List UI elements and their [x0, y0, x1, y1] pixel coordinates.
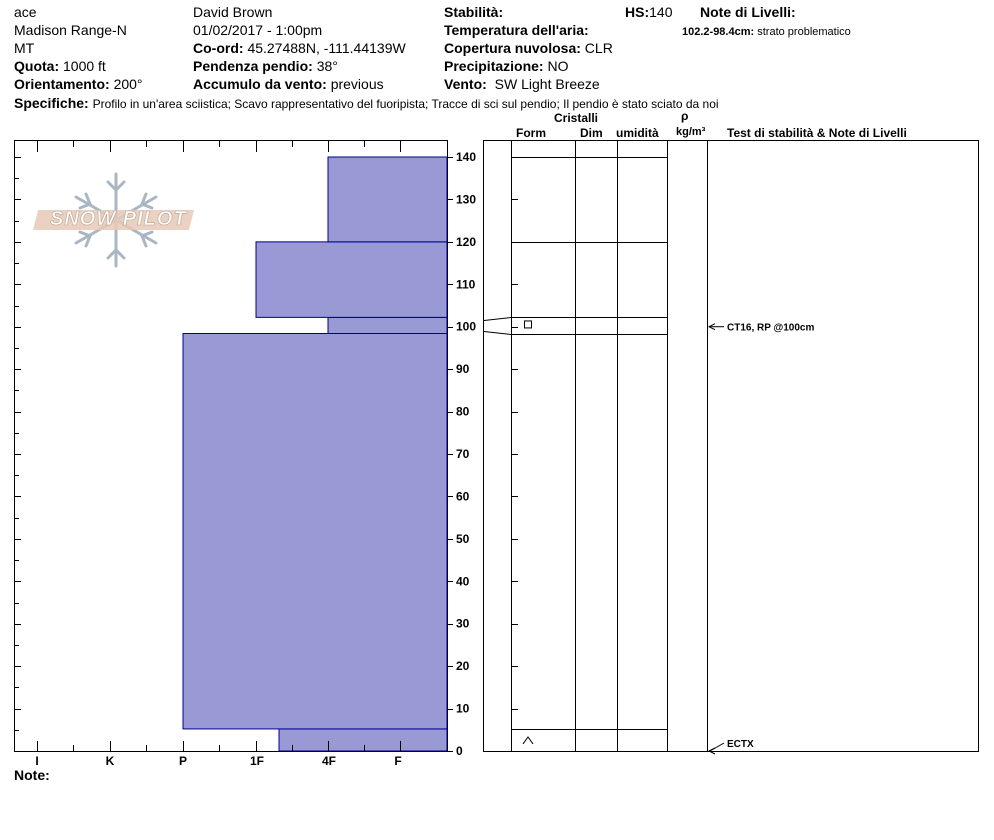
specifics-text: Profilo in un'area sciistica; Scavo rappresentativo del fuoripista; Tracce di sci sul pendio; Il pendio è stato sciato da noi	[92, 97, 719, 111]
weak-layer-connector-bottom	[484, 332, 511, 335]
depth-label-20: 20	[456, 659, 470, 674]
table-ticks	[511, 158, 518, 710]
depth-label-50: 50	[456, 531, 470, 546]
location: ace	[14, 4, 37, 20]
coord-label: Co-ord:	[193, 40, 244, 56]
layer-table-frame	[484, 141, 979, 752]
hardness-bar-4	[328, 157, 447, 242]
hardness-bar-3	[256, 242, 447, 318]
form-heading: Form	[516, 126, 546, 140]
hardness-label-I: I	[35, 754, 39, 768]
note-label: Note:	[14, 767, 50, 783]
depth-label-110: 110	[456, 277, 476, 292]
hs-value: 140	[649, 4, 673, 20]
elevation-label: Quota:	[14, 58, 60, 74]
precip-value: NO	[547, 58, 569, 74]
crystal-form-depth-hoar-0	[523, 737, 533, 744]
specifics-label: Specifiche:	[14, 95, 89, 111]
depth-label-130: 130	[456, 192, 477, 207]
test-label-0: CT16, RP @100cm	[727, 322, 815, 334]
depth-label-0: 0	[456, 744, 463, 758]
hardness-label-P: P	[178, 754, 188, 768]
cloud-label: Copertura nuvolosa:	[444, 40, 581, 56]
hardness-bar-1	[183, 334, 447, 729]
wind-value: SW Light Breeze	[494, 76, 600, 92]
wind-loading-value: previous	[330, 76, 384, 92]
state: MT	[14, 40, 35, 56]
depth-label-140: 140	[456, 150, 477, 164]
precip-label: Precipitazione:	[444, 58, 544, 74]
hardness-axis-labels	[35, 754, 401, 768]
slope-label: Pendenza pendio:	[193, 58, 313, 74]
hardness-bars	[183, 157, 447, 751]
aspect-label: Orientamento:	[14, 76, 110, 92]
range: Madison Range-N	[14, 22, 127, 38]
depth-label-30: 30	[456, 616, 470, 631]
cloud-value: CLR	[584, 40, 613, 56]
hardness-label-4F: 4F	[321, 754, 337, 768]
observer: David Brown	[193, 4, 273, 20]
layer-note-text: strato problematico	[757, 26, 851, 38]
layer-note-depth: 102.2-98.4cm:	[682, 26, 755, 38]
rho-heading: ρ	[681, 109, 689, 123]
air-temp-label: Temperatura dell'aria:	[444, 22, 589, 38]
depth-label-100: 100	[456, 319, 477, 334]
crystals-heading: Cristalli	[554, 111, 599, 125]
depth-label-60: 60	[456, 489, 470, 504]
logo-text: SNOW PILOT	[50, 208, 187, 230]
hs-label: HS:	[625, 4, 650, 20]
elevation-value: 1000 ft	[63, 58, 106, 74]
depth-label-80: 80	[456, 404, 470, 419]
tests-heading: Test di stabilità & Note di Livelli	[727, 126, 907, 140]
layer-notes-label: Note di Livelli:	[700, 4, 796, 20]
depth-label-90: 90	[456, 362, 470, 377]
size-heading: Dim	[580, 126, 603, 140]
test-label-1: ECTX	[727, 739, 754, 750]
hardness-label-1F: 1F	[249, 754, 265, 768]
depth-label-40: 40	[456, 574, 470, 589]
slope-value: 38°	[316, 58, 338, 74]
depth-label-70: 70	[456, 447, 470, 461]
datetime: 01/02/2017 - 1:00pm	[193, 22, 323, 38]
coord-value: 45.27488N, -111.44139W	[247, 40, 406, 56]
weak-layer-connector-top	[484, 318, 511, 321]
stability-tests	[709, 323, 814, 754]
depth-label-120: 120	[456, 234, 477, 249]
depth-axis	[447, 150, 476, 758]
hardness-label-F: F	[394, 754, 402, 768]
hardness-label-K: K	[105, 754, 115, 768]
hardness-bar-2	[328, 317, 447, 333]
density-unit-heading: kg/m³	[676, 126, 706, 138]
depth-label-10: 10	[456, 701, 470, 716]
moisture-heading: umidità	[616, 126, 659, 140]
hardness-bar-0	[279, 729, 447, 751]
stability-label: Stabilità:	[444, 4, 504, 20]
wind-label: Vento:	[444, 76, 487, 92]
crystal-form-faceted-2	[525, 321, 532, 328]
wind-loading-label: Accumulo da vento:	[193, 76, 327, 92]
aspect-value: 200°	[113, 76, 143, 92]
